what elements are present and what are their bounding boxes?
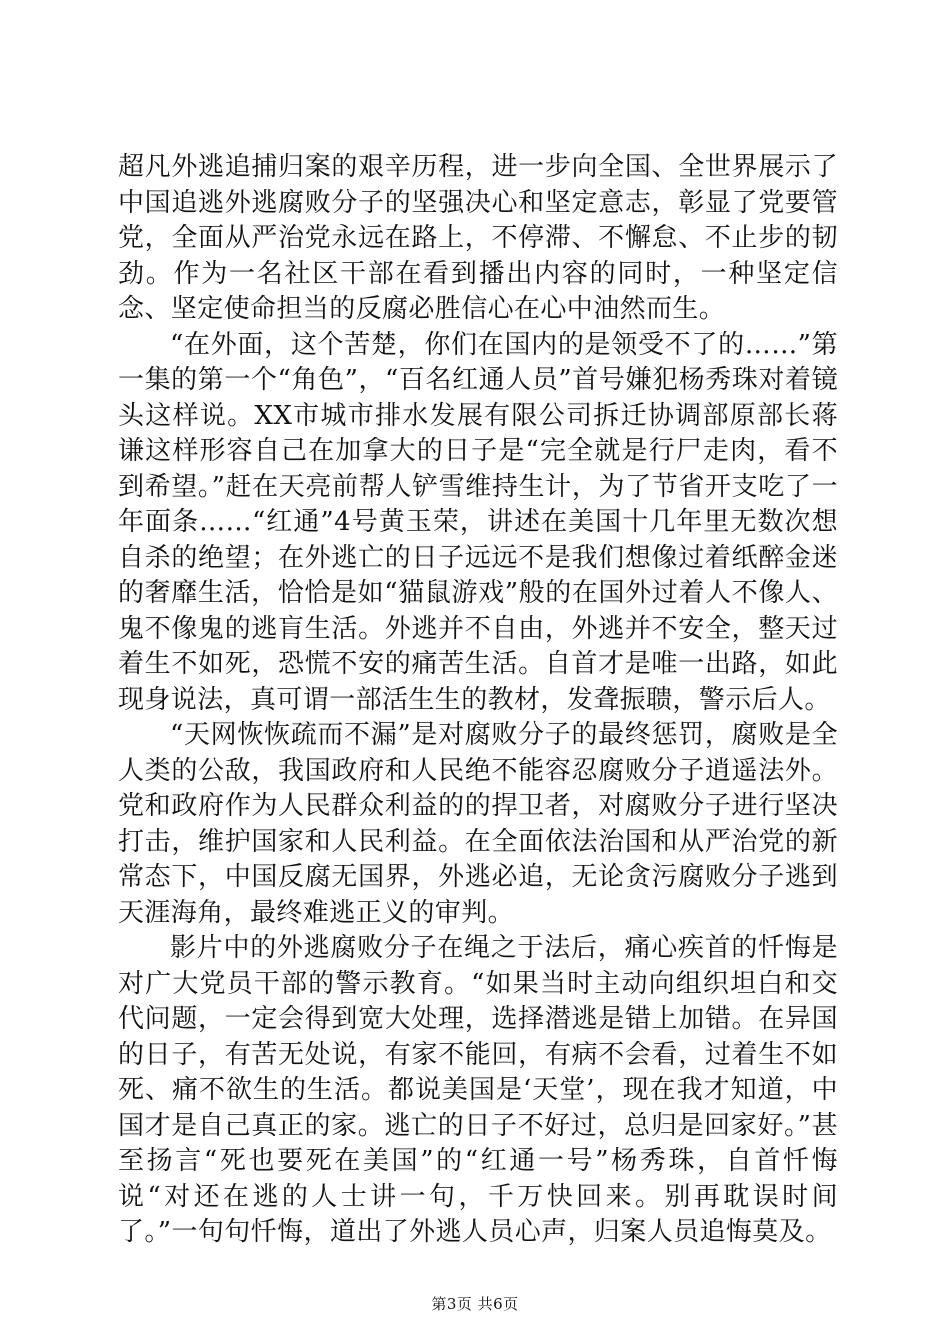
page-number-footer: 第3页 共6页 [431, 1295, 519, 1313]
paragraph-1: 超凡外逃追捕归案的艰辛历程，进一步向全国、全世界展示了中国追逃外逃腐败分子的坚强决心和坚定意志，彰显了党要管党，全面从严治党永远在路上，不停滞、不懈怠、不止步的韧劲。作为一名社区干部在看到播出内容的同时，一种坚定信念、坚定使命担当的反腐必胜信心在心中油然而生。 [118, 152, 838, 324]
paragraph-3: “天网恢恢疏而不漏”是对腐败分子的最终惩罚，腐败是全人类的公敌，我国政府和人民绝不能容忍腐败分子逍遥法外。党和政府作为人民群众利益的的捍卫者，对腐败分子进行坚决打击，维护国家和人民利益。在全面依法治国和从严治党的新常态下，中国反腐无国界，外逃必追，无论贪污腐败分子逃到天涯海角，最终难逃正义的审判。 [118, 720, 838, 928]
paragraph-4: 影片中的外逃腐败分子在绳之于法后，痛心疾首的忏悔是对广大党员干部的警示教育。“如果当时主动向组织坦白和交代问题，一定会得到宽大处理，选择潜逃是错上加错。在异国的日子，有苦无处说，有家不能回，有病不会看，过着生不如死、痛不欲生的生活。都说美国是‘天堂’，现在我才知道，中国才是自己真正的家。逃亡的日子不好过，总归是回家好。”甚至扬言“死也要死在美国”的“红通一号”杨秀珠，自首忏悔说“对还在逃的人士讲一句，千万快回来。别再耽误时间了。”一句句忏悔，道出了外逃人员心声，归案人员追悔莫及。 [118, 933, 838, 1247]
paragraph-2: “在外面，这个苦楚，你们在国内的是领受不了的……”第一集的第一个“角色”，“百名红通人员”首号嫌犯杨秀珠对着镜头这样说。XX市城市排水发展有限公司拆迁协调部原部长蒋谦这样形容自己在加拿大的日子是“完全就是行尸走肉，看不到希望。”赶在天亮前帮人铲雪维持生计，为了节省开支吃了一年面条……“红通”4号黄玉荣，讲述在美国十几年里无数次想自杀的绝望；在外逃亡的日子远远不是我们想像过着纸醉金迷的奢靡生活，恰恰是如“猫鼠游戏”般的在国外过着人不像人、鬼不像鬼的逃肓生活。外逃并不自由，外逃并不安全，整天过着生不如死，恐慌不安的痛苦生活。自首才是唯一出路，如此现身说法，真可谓一部活生生的教材，发聋振聩，警示后人。 [118, 329, 838, 715]
document-body [118, 150, 838, 1251]
